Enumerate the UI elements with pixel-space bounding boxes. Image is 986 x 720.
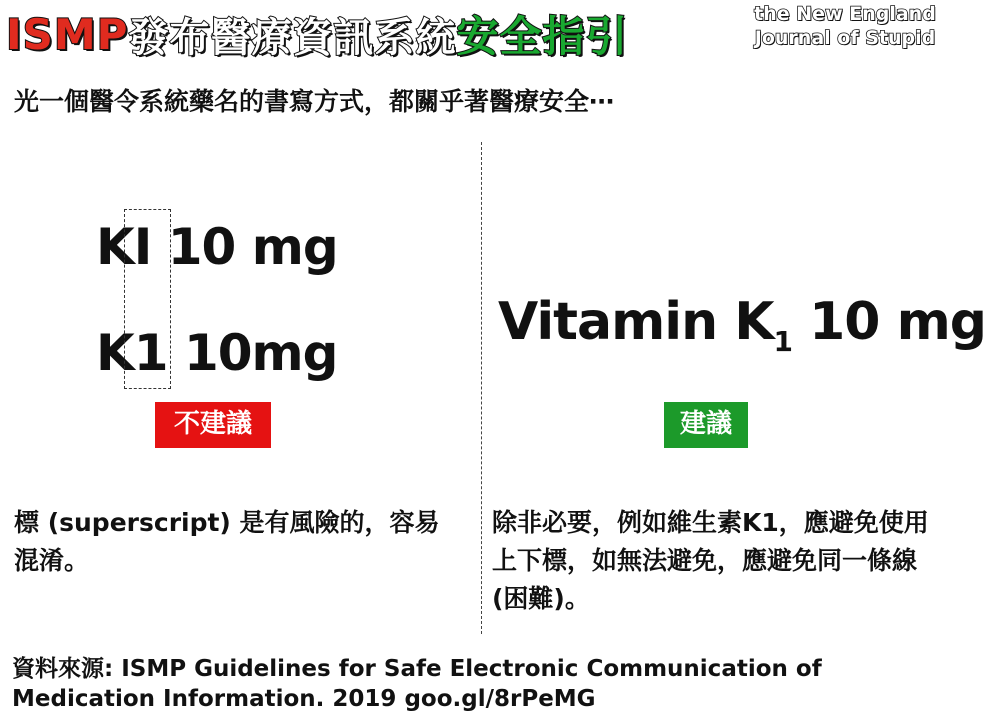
source-citation: 資料來源: ISMP Guidelines for Safe Electronic Communication of Medication Information. 2019 goo.gl/8rPeMG	[12, 656, 822, 712]
recommended-badge: 建議	[664, 402, 748, 448]
slide-title	[6, 0, 628, 68]
title-safety-guide: 安全指引	[456, 12, 629, 61]
vitamin-k1-dosage	[498, 292, 986, 358]
journal-logo	[738, 2, 952, 50]
center-divider	[481, 142, 482, 634]
comparison-highlight-box	[124, 209, 171, 389]
left-note: 標 (superscript) 是有風險的，容易混淆。	[14, 508, 440, 575]
subtitle: 光一個醫令系統藥名的書寫方式，都關乎著醫療安全⋯	[14, 87, 615, 116]
dosage-ki-example: KI 10 mg	[96, 218, 338, 276]
dosage-k1-example: K1 10mg	[96, 324, 338, 382]
not-recommended-badge: 不建議	[155, 402, 271, 448]
vitamin-dose-text: 10 mg	[792, 292, 986, 352]
vitamin-subscript: 1	[773, 325, 793, 358]
title-middle: 發布醫療資訊系統	[128, 14, 457, 61]
logo-line-1: the New England	[754, 3, 936, 25]
vitamin-main-text: Vitamin K	[498, 292, 774, 352]
title-ismp: ISMP	[6, 9, 129, 59]
right-note: 除非必要，例如維生素K1，應避免使用上下標，如無法避免，應避免同一條線 (困難)。	[492, 508, 929, 613]
logo-line-2: Journal of Stupid	[754, 27, 936, 49]
